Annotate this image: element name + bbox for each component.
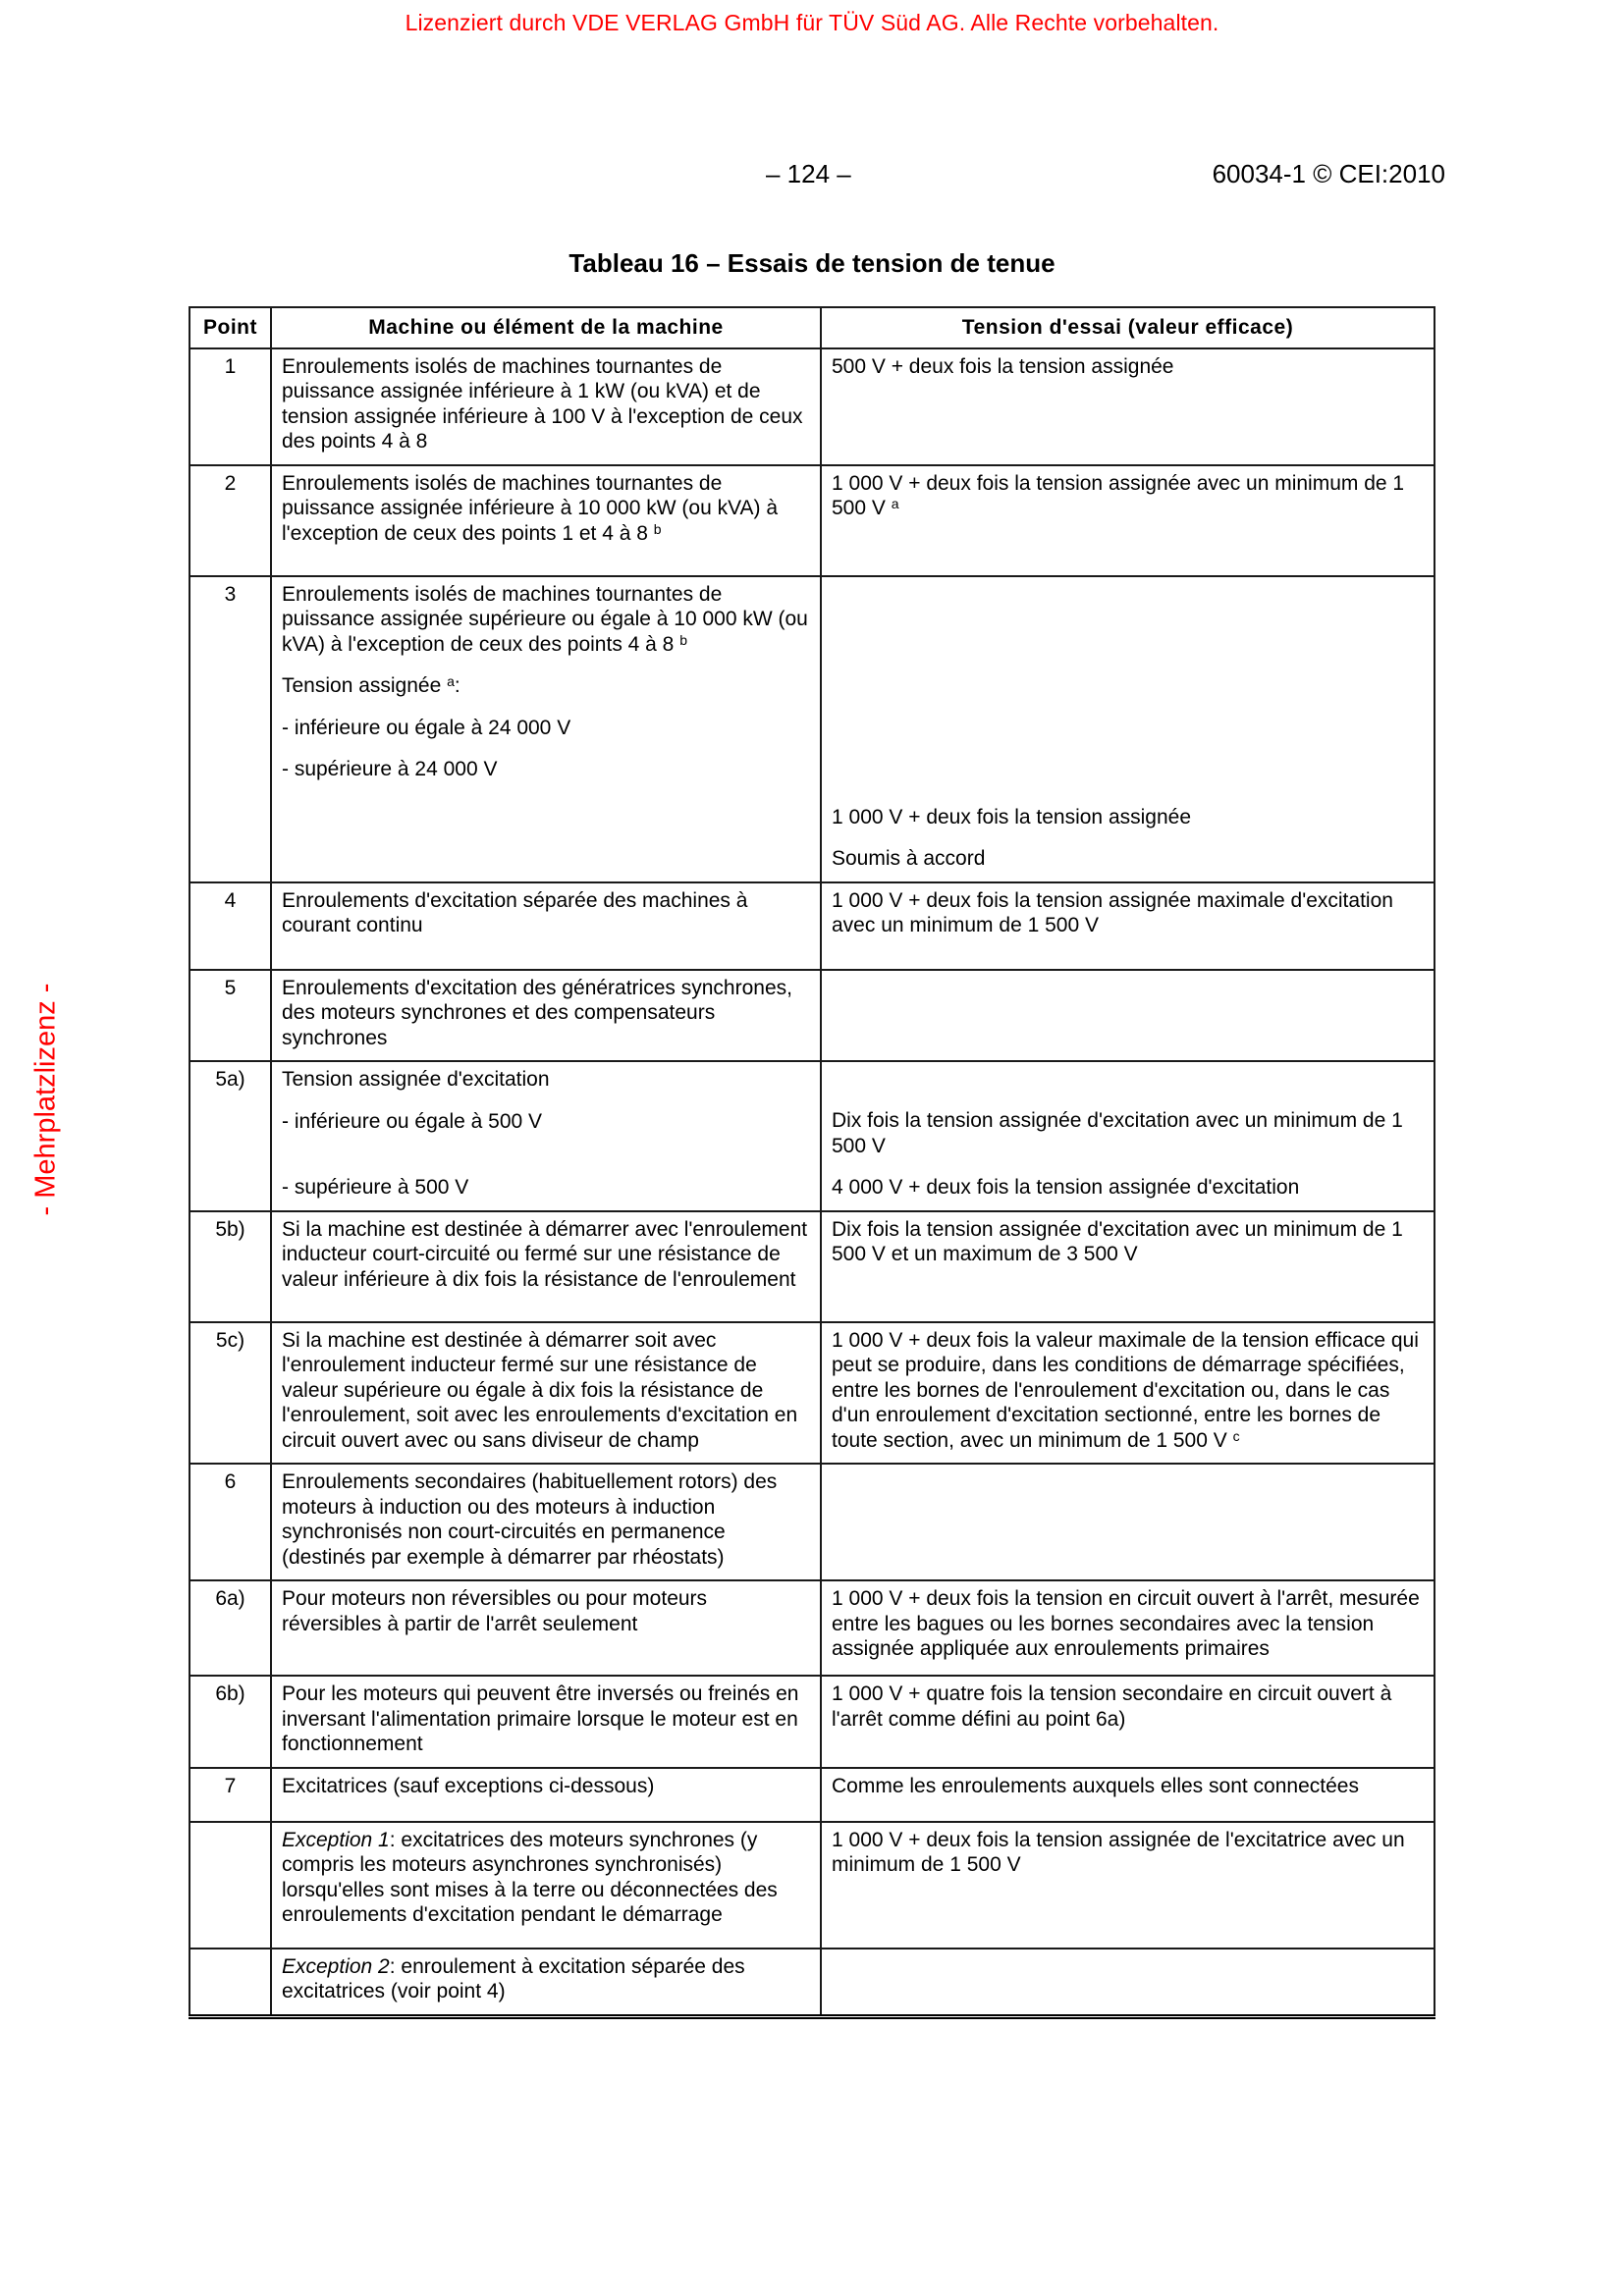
machine-cell	[271, 576, 821, 882]
table-title: Tableau 16 – Essais de tension de tenue	[568, 248, 1056, 278]
sub-heading: Tension assignée $^a$:	[282, 673, 460, 697]
voltage-cell: 500 V + deux fois la tension assignée	[821, 348, 1435, 465]
point-cell: 5b)	[189, 1211, 271, 1322]
point-cell: 1	[189, 348, 271, 465]
machine-cell	[271, 1061, 821, 1211]
point-cell: 6b)	[189, 1676, 271, 1768]
table-row	[189, 465, 1435, 576]
exception-label: Exception 2	[282, 1954, 390, 1978]
machine-text: : excitatrices des moteurs synchrones (y compris les moteurs asynchrones synchronisés) lorsqu'elles sont mises à la terre ou déconnectées des enroulements d'excitation pendant le démarrage	[282, 1828, 778, 1926]
voltage-cell	[821, 1949, 1435, 2017]
withstand-voltage-table	[189, 306, 1435, 2019]
voltage-cell: Comme les enroulements auxquels elles sont connectées	[821, 1768, 1435, 1822]
machine-text: Enroulements isolés de machines tournantes de puissance assignée supérieure ou égale à 10 000 kW (ou kVA) à l'exception de ceux des points 4 à 8 $^b$	[282, 582, 808, 656]
table-row	[189, 1676, 1435, 1768]
footnote-ref: b	[653, 520, 662, 537]
license-watermark: Lizenziert durch VDE VERLAG GmbH für TÜV Süd AG. Alle Rechte vorbehalten.	[405, 10, 1219, 35]
sub-item-voltage: 1 000 V + deux fois la tension assignée	[832, 805, 1192, 828]
side-license-watermark: - Mehrplatzlizenz -	[29, 983, 62, 1216]
machine-text: Enroulements isolés de machines tournantes de puissance assignée inférieure à 10 000 kW (ou kVA) à l'exception de ceux des points 1 et 4 à 8	[282, 471, 779, 545]
machine-cell	[271, 1949, 821, 2017]
voltage-cell	[821, 970, 1435, 1062]
voltage-cell: 1 000 V + deux fois la tension en circuit ouvert à l'arrêt, mesurée entre les bagues ou les bornes secondaires avec la tension assignée appliquée aux enroulements primaires	[821, 1580, 1435, 1676]
footnote-ref: a	[447, 673, 455, 689]
table-header-row	[189, 307, 1435, 348]
point-cell: 7	[189, 1768, 271, 1822]
machine-cell: Enroulements isolés de machines tournantes de puissance assignée inférieure à 1 kW (ou kVA) et de tension assignée inférieure à 100 V à l'exception de ceux des points 4 à 8	[271, 348, 821, 465]
table-row	[189, 1768, 1435, 1822]
machine-cell: Si la machine est destinée à démarrer soit avec l'enroulement inducteur fermé sur une résistance de valeur supérieure ou égale à dix fois la résistance de l'enroulement, soit avec les enroulements d'excitation en circuit ouvert avec ou sans diviseur de champ	[271, 1322, 821, 1465]
document-reference: 60034-1 © CEI:2010	[1212, 159, 1445, 188]
machine-cell	[271, 465, 821, 576]
table-row	[189, 576, 1435, 882]
sub-item-voltage: Dix fois la tension assignée d'excitation avec un minimum de 1 500 V	[832, 1109, 1403, 1157]
point-cell: 4	[189, 882, 271, 970]
voltage-cell	[821, 1061, 1435, 1211]
point-cell	[189, 1822, 271, 1949]
point-cell: 5	[189, 970, 271, 1062]
machine-cell: Pour les moteurs qui peuvent être inversés ou freinés en inversant l'alimentation primaire lorsque le moteur est en fonctionnement	[271, 1676, 821, 1768]
voltage-text: 1 000 V + deux fois la tension assignée avec un minimum de 1 500 V	[832, 471, 1405, 519]
table-row	[189, 1464, 1435, 1580]
column-header-point: Point	[189, 307, 271, 348]
table-row	[189, 348, 1435, 465]
footnote-ref: a	[891, 496, 899, 511]
voltage-cell: Dix fois la tension assignée d'excitation avec un minimum de 1 500 V et un maximum de 3 500 V	[821, 1211, 1435, 1322]
sub-item-machine: - inférieure ou égale à 24 000 V	[282, 716, 571, 739]
voltage-cell	[821, 1464, 1435, 1580]
voltage-cell	[821, 576, 1435, 882]
machine-text: : enroulement à excitation séparée des excitatrices (voir point 4)	[282, 1954, 745, 2002]
table-row	[189, 1580, 1435, 1676]
column-header-machine: Machine ou élément de la machine	[271, 307, 821, 348]
voltage-cell: 1 000 V + deux fois la tension assignée de l'excitatrice avec un minimum de 1 500 V	[821, 1822, 1435, 1949]
exception-label: Exception 1	[282, 1828, 390, 1851]
point-cell	[189, 1949, 271, 2017]
point-cell: 6	[189, 1464, 271, 1580]
machine-cell: Enroulements secondaires (habituellement rotors) des moteurs à induction ou des moteurs à induction synchronisés non court-circuités en permanence (destinés par exemple à démarrer par rhéostats)	[271, 1464, 821, 1580]
table-row	[189, 1211, 1435, 1322]
voltage-cell: 1 000 V + quatre fois la tension secondaire en circuit ouvert à l'arrêt comme défini au point 6a)	[821, 1676, 1435, 1768]
machine-cell: Si la machine est destinée à démarrer avec l'enroulement inducteur court-circuité ou fermé sur une résistance de valeur inférieure à dix fois la résistance de l'enroulement	[271, 1211, 821, 1322]
machine-cell: Pour moteurs non réversibles ou pour moteurs réversibles à partir de l'arrêt seulement	[271, 1580, 821, 1676]
page-number: – 124 –	[766, 159, 851, 188]
voltage-cell: 1 000 V + deux fois la tension assignée maximale d'excitation avec un minimum de 1 500 V	[821, 882, 1435, 970]
table-row	[189, 882, 1435, 970]
machine-text: Tension assignée d'excitation	[282, 1068, 550, 1091]
point-cell: 6a)	[189, 1580, 271, 1676]
table-row	[189, 1061, 1435, 1211]
sub-item-machine: - inférieure ou égale à 500 V	[282, 1109, 543, 1133]
voltage-cell	[821, 465, 1435, 576]
machine-cell: Enroulements d'excitation séparée des machines à courant continu	[271, 882, 821, 970]
voltage-cell	[821, 1322, 1435, 1465]
point-cell: 2	[189, 465, 271, 576]
footnote-ref: c	[1232, 1427, 1240, 1444]
sub-item-voltage: Soumis à accord	[832, 847, 986, 870]
sub-item-machine: - supérieure à 24 000 V	[282, 758, 498, 780]
point-cell: 5c)	[189, 1322, 271, 1465]
point-cell: 5a)	[189, 1061, 271, 1211]
voltage-text: 1 000 V + deux fois la valeur maximale de la tension efficace qui peut se produire, dans les conditions de démarrage spécifiées, entre les bornes de l'enroulement d'excitation ou, dans le cas d'un enroulement d'excitation sectionné, entre les bornes de toute section, avec un minimum de 1 500 V	[832, 1328, 1419, 1452]
sub-item-voltage: 4 000 V + deux fois la tension assignée d'excitation	[832, 1176, 1300, 1199]
machine-cell: Enroulements d'excitation des génératrices synchrones, des moteurs synchrones et des compensateurs synchrones	[271, 970, 821, 1062]
sub-item-machine: - supérieure à 500 V	[282, 1176, 469, 1199]
column-header-voltage: Tension d'essai (valeur efficace)	[821, 307, 1435, 348]
footnote-ref: b	[679, 631, 687, 648]
point-cell: 3	[189, 576, 271, 882]
spacer	[832, 1067, 1426, 1108]
table-row	[189, 1322, 1435, 1465]
machine-cell: Excitatrices (sauf exceptions ci-dessous)	[271, 1768, 821, 1822]
table-row	[189, 1949, 1435, 2017]
table-row	[189, 970, 1435, 1062]
table-row	[189, 1822, 1435, 1949]
spacer	[832, 582, 1426, 805]
machine-cell	[271, 1822, 821, 1949]
